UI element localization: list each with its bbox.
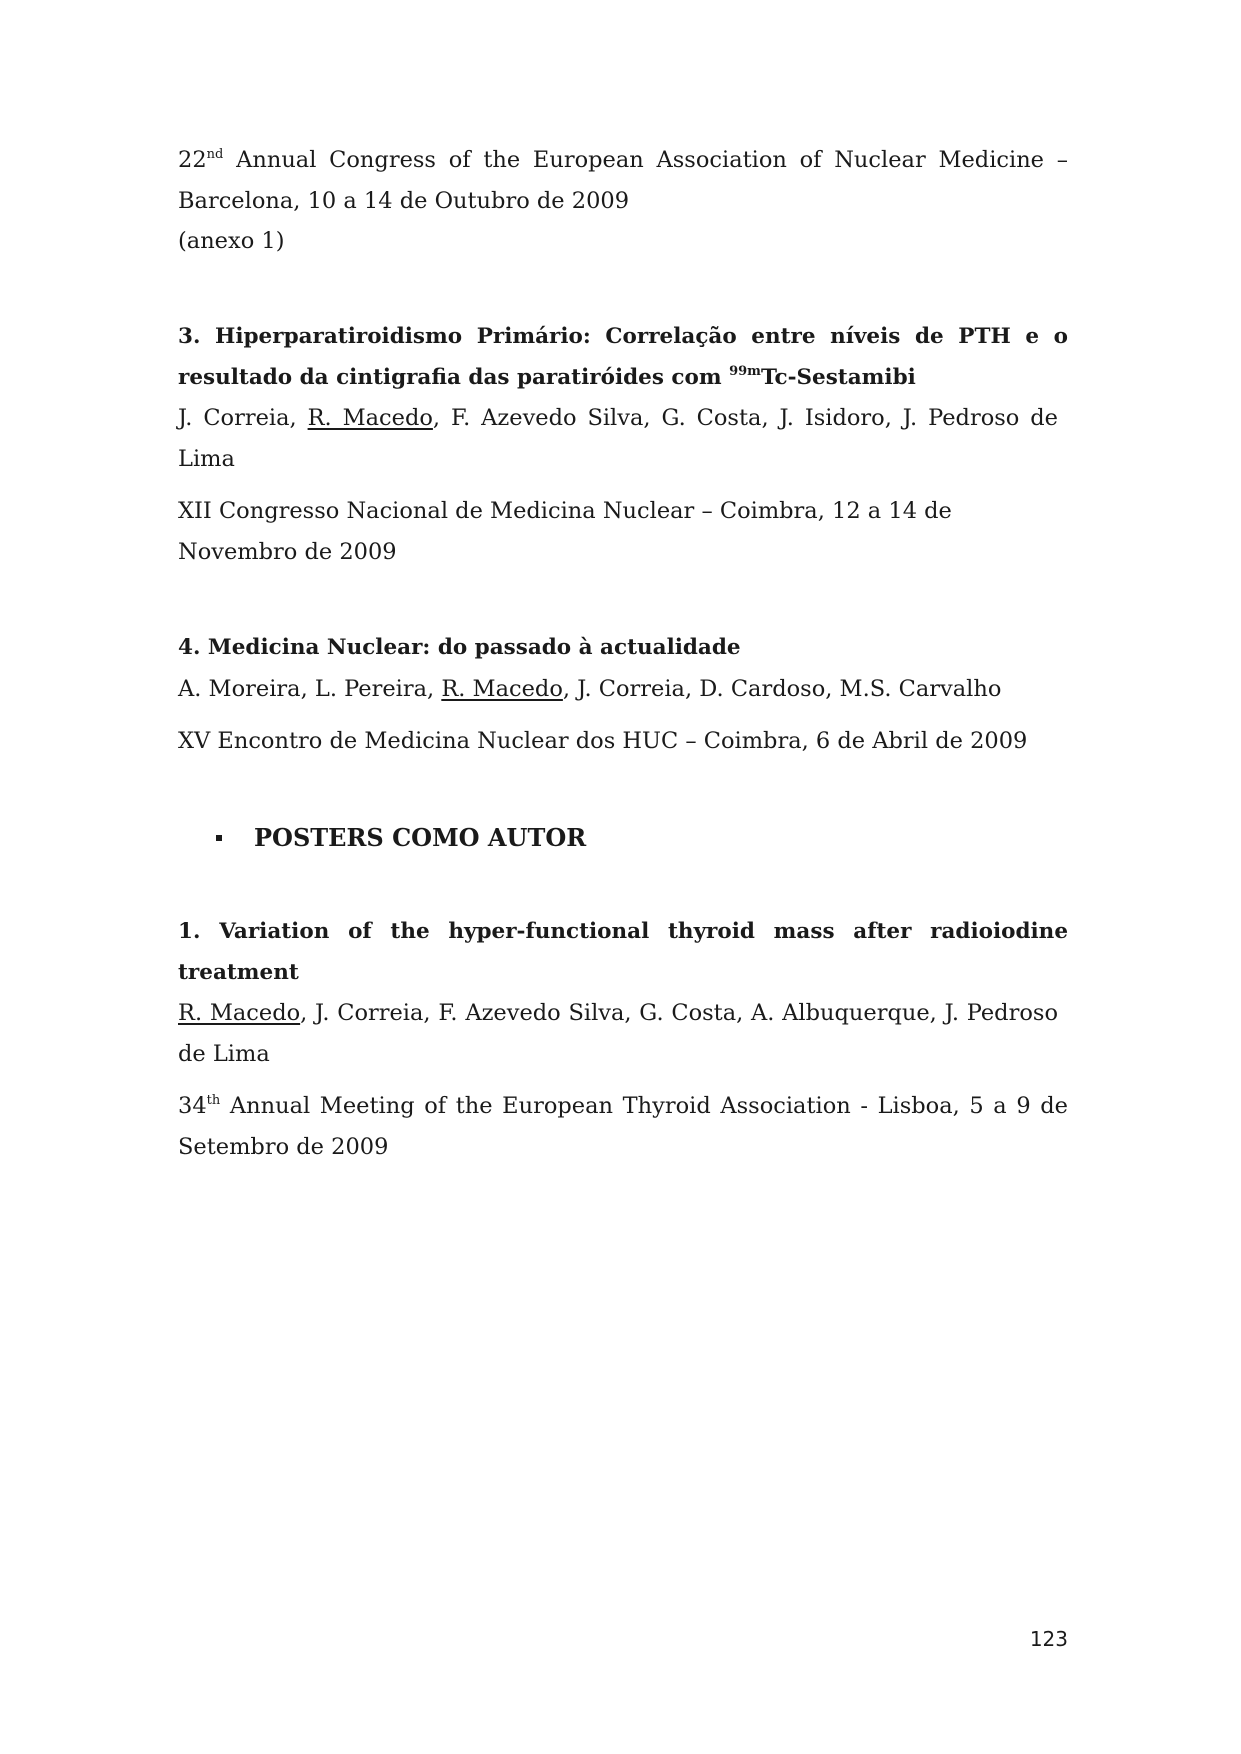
entry-4-venue: XV Encontro de Medicina Nuclear dos HUC – Coimbra, 6 de Abril de 2009 (178, 728, 1028, 754)
title-text-end: Tc-Sestamibi (760, 364, 916, 390)
entry-prev-note: (anexo 1) (178, 228, 285, 254)
poster-1-title-line2: treatment (178, 959, 299, 985)
ordinal-suffix: nd (206, 147, 224, 162)
title-text: resultado da cintigrafia das paratiróides com (178, 364, 730, 390)
poster-1-title-line1: 1. Variation of the hyper-functional thyroid mass after radioiodine (178, 919, 1068, 944)
entry-4-title: 4. Medicina Nuclear: do passado à actualidade (178, 635, 741, 660)
venue-text: Annual Congress of the European Association of Nuclear Medicine – (223, 147, 1068, 173)
page-number: 123 (1029, 1627, 1068, 1651)
highlighted-author: R. Macedo (307, 405, 433, 431)
entry-3-authors (178, 398, 1058, 479)
highlighted-author: R. Macedo (178, 1000, 301, 1026)
venue-text: Annual Meeting of the European Thyroid Association - Lisboa, 5 a 9 de Setembro de 2009 (178, 1093, 1068, 1160)
entry-3-venue: XII Congresso Nacional de Medicina Nuclear – Coimbra, 12 a 14 de Novembro de 2009 (178, 498, 952, 565)
poster-1-authors (178, 993, 1058, 1074)
entry-3-title-line1: 3. Hiperparatiroidismo Primário: Correlação entre níveis de PTH e o (178, 324, 1068, 349)
ordinal-number: 22 (178, 147, 207, 173)
authors-text-end: , J. Correia, F. Azevedo Silva, G. Costa, A. Albuquerque, J. Pedroso de Lima (178, 1000, 1058, 1067)
poster-1 (178, 912, 1068, 1167)
entry-prev-venue-line1 (178, 140, 1068, 181)
ordinal-suffix: th (206, 1093, 221, 1108)
isotope-superscript: 99m (729, 363, 761, 379)
poster-1-venue (178, 1086, 1068, 1167)
authors-text: A. Moreira, L. Pereira, (178, 675, 442, 702)
bullet-icon (216, 835, 222, 841)
highlighted-author: R. Macedo (441, 675, 563, 702)
entry-4 (178, 628, 1068, 762)
entry-prev-venue-line2: Barcelona, 10 a 14 de Outubro de 2009 (178, 187, 630, 214)
authors-text: J. Correia, (178, 405, 308, 431)
section-heading-text: POSTERS COMO AUTOR (254, 823, 587, 852)
entry-prev (178, 140, 1068, 262)
ordinal-number: 34 (178, 1093, 207, 1119)
entry-3-title-line2 (178, 358, 1068, 399)
entry-3 (178, 317, 1068, 572)
authors-text-end: , F. Azevedo Silva, G. Costa, J. Isidoro, J. Pedroso de Lima (178, 405, 1058, 472)
entry-4-authors (178, 669, 1068, 710)
authors-text-end: , J. Correia, D. Cardoso, M.S. Carvalho (562, 675, 1002, 702)
section-heading (216, 818, 586, 858)
